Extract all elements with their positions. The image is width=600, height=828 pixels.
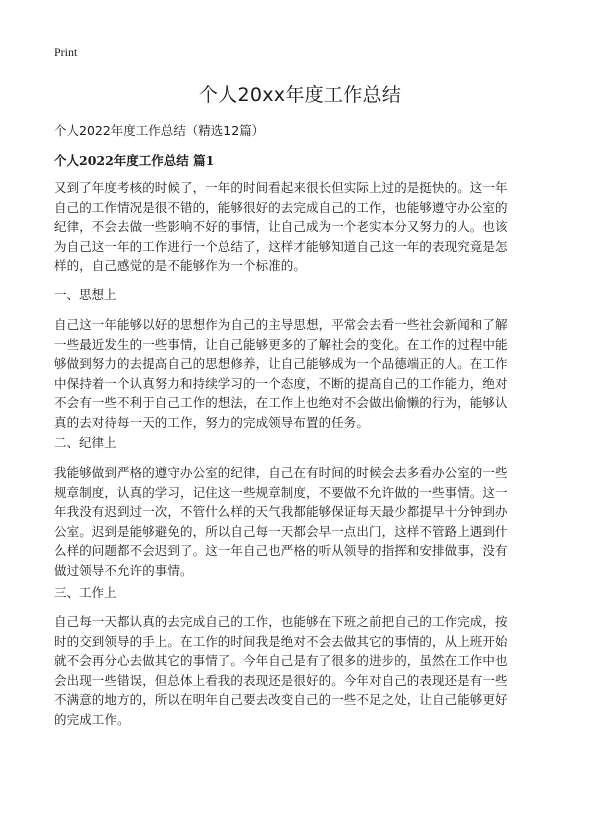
subheading-thought: 一、思想上	[54, 287, 117, 302]
paragraph-line: 自己这一年能够以好的思想作为自己的主导思想，平常会去看一些社会新闻和了解	[54, 317, 508, 332]
print-label: Print	[54, 45, 78, 59]
subheading-discipline: 二、纪律上	[54, 435, 117, 450]
paragraph-line: 纪律，不会去做一些影响不好的事情，让自己成为一个老实本分又努力的人。也该	[54, 219, 508, 234]
paragraph-line: 够做到努力的去提高自己的思想修养，让自己能够成为一个品德端正的人。在工作	[54, 356, 508, 371]
paragraph-line: 做过领导不允许的事情。	[54, 562, 193, 578]
paragraph-line: 时的交到领导的手上。在工作的时间我是绝对不会去做其它的事情的，从上班开始	[54, 633, 508, 649]
paragraph-discipline	[54, 463, 548, 580]
paragraph-line: 又到了年度考核的时候了，一年的时间看起来很长但实际上过的是挺快的。这一年	[54, 180, 508, 195]
paragraph-line: 不会有一些不利于自己工作的想法，在工作上也绝对不会做出偷懒的行为，能够认	[54, 395, 508, 410]
paragraph-work	[54, 612, 548, 729]
paragraph-line: 会出现一些错误，但总体上看我的表现还是很好的。今年对自己的表现还是有一些	[54, 672, 508, 688]
document-title: 个人20xx年度工作总结	[198, 84, 402, 106]
paragraph-line: 不满意的地方的，所以在明年自己要去改变自己的一些不足之处，让自己能够更好	[54, 692, 508, 707]
document-subtitle: 个人2022年度工作总结（精选12篇）	[54, 123, 265, 138]
paragraph-line: 就不会再分心去做其它的事情了。今年自己是有了很多的进步的，虽然在工作中也	[54, 653, 508, 668]
paragraph-line: 一些最近发生的一些事情，让自己能够更多的了解社会的变化。在工作的过程中能	[54, 336, 508, 352]
paragraph-intro	[54, 178, 548, 276]
paragraph-line: 自己每一天都认真的去完成自己的工作，也能够在下班之前把自己的工作完成，按	[54, 614, 508, 629]
paragraph-line: 公室。迟到是能够避免的，所以自己每一天都会早一点出门，这样不管路上遇到什	[54, 523, 508, 539]
paragraph-line: 么样的问题都不会迟到了。这一年自己也严格的听从领导的指挥和安排做事，没有	[54, 543, 508, 558]
paragraph-line: 年我没有迟到过一次，不管什么样的天气我都能够保证每天最少都提早十分钟到办	[54, 504, 508, 519]
paragraph-line: 的完成工作。	[54, 711, 130, 727]
paragraph-line: 我能够做到严格的遵守办公室的纪律，自己在有时间的时候会去多看办公室的一些	[54, 465, 508, 480]
paragraph-line: 真的去对待每一天的工作，努力的完成领导布置的任务。	[54, 414, 370, 430]
paragraph-thought	[54, 315, 548, 432]
paragraph-line: 规章制度，认真的学习，记住这一些规章制度，不要做不允许做的一些事情。这一	[54, 484, 508, 500]
paragraph-line: 样的，自己感觉的是不能够作为一个标准的。	[54, 258, 307, 273]
subheading-work: 三、工作上	[54, 585, 117, 600]
paragraph-line: 自己的工作情况是很不错的，能够很好的去完成自己的工作，也能够遵守办公室的	[54, 199, 508, 215]
section-heading: 个人2022年度工作总结 篇1	[54, 153, 215, 168]
paragraph-line: 为自己这一年的工作进行一个总结了，这样才能够知道自己这一年的表现究竟是怎	[54, 238, 508, 254]
paragraph-line: 中保持着一个认真努力和持续学习的一个态度，不断的提高自己的工作能力，绝对	[54, 375, 508, 391]
